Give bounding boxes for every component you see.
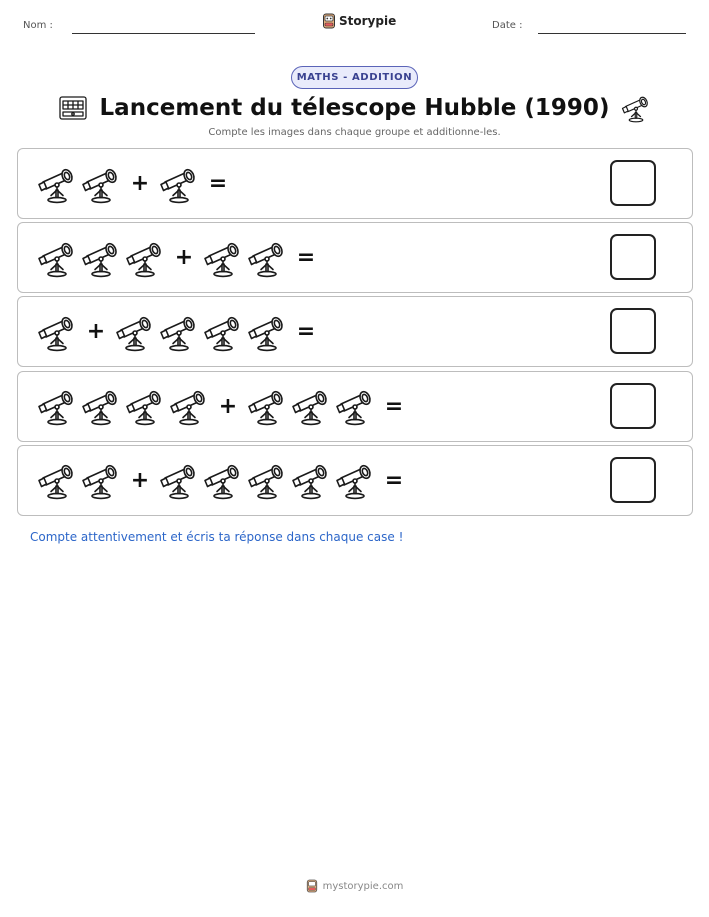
brand-name: Storypie — [339, 14, 397, 28]
telescope-icon — [81, 164, 121, 204]
telescope-icon — [169, 386, 209, 426]
problem-row — [17, 296, 693, 367]
telescope-icon — [247, 312, 287, 352]
name-field-line[interactable] — [72, 33, 255, 34]
telescope-icon — [247, 238, 287, 278]
telescope-icon — [291, 460, 331, 500]
answer-box[interactable] — [610, 234, 656, 280]
addition-expression — [37, 149, 237, 218]
addition-expression — [37, 446, 413, 515]
hubble-satellite-icon — [58, 93, 88, 123]
telescope-icon — [115, 312, 155, 352]
telescope-icon — [203, 238, 243, 278]
equals-sign: = — [384, 467, 404, 493]
equals-sign: = — [296, 319, 316, 345]
telescope-icon — [203, 460, 243, 500]
plus-sign: + — [130, 171, 150, 196]
title-row — [0, 92, 709, 124]
equals-sign: = — [296, 245, 316, 271]
telescope-icon — [159, 460, 199, 500]
equals-sign: = — [208, 171, 228, 196]
telescope-icon — [247, 386, 287, 426]
telescope-icon — [291, 386, 331, 426]
answer-box[interactable] — [610, 457, 656, 503]
telescope-icon — [37, 238, 77, 278]
page-title: Lancement du télescope Hubble (1990) — [99, 95, 610, 121]
addition-expression — [37, 297, 325, 366]
telescope-icon — [81, 386, 121, 426]
telescope-icon — [37, 312, 77, 352]
telescope-icon — [37, 460, 77, 500]
subtitle: Compte les images dans chaque groupe et additionne-les. — [208, 127, 501, 138]
footer-url[interactable]: mystorypie.com — [322, 880, 404, 892]
telescope-icon — [37, 164, 77, 204]
instruction-text: Compte attentivement et écris ta réponse dans chaque case ! — [30, 530, 404, 544]
problem-row — [17, 222, 693, 293]
problem-row — [17, 148, 693, 219]
telescope-icon — [159, 312, 199, 352]
worksheet-header — [0, 0, 709, 44]
telescope-icon — [81, 238, 121, 278]
plus-sign: + — [130, 467, 150, 493]
subject-badge: MATHS - ADDITION — [291, 66, 418, 89]
storypie-logo-icon — [306, 879, 318, 893]
telescope-icon — [81, 460, 121, 500]
answer-box[interactable] — [610, 308, 656, 354]
problem-row — [17, 445, 693, 516]
problem-row — [17, 371, 693, 442]
date-field-line[interactable] — [538, 33, 686, 34]
telescope-icon — [159, 164, 199, 204]
telescope-icon — [125, 238, 165, 278]
equals-sign: = — [384, 393, 404, 419]
answer-box[interactable] — [610, 383, 656, 429]
plus-sign: + — [218, 393, 238, 419]
footer — [0, 879, 709, 893]
telescope-icon — [203, 312, 243, 352]
telescope-icon — [125, 386, 165, 426]
addition-expression — [37, 372, 413, 441]
storypie-logo-icon — [322, 13, 336, 29]
telescope-icon — [37, 386, 77, 426]
plus-sign: + — [174, 245, 194, 271]
brand — [322, 13, 396, 29]
addition-expression — [37, 223, 325, 292]
name-label: Nom : — [23, 20, 53, 31]
telescope-icon — [247, 460, 287, 500]
answer-box[interactable] — [610, 160, 656, 206]
telescope-icon — [335, 386, 375, 426]
date-label: Date : — [492, 20, 523, 31]
telescope-icon — [621, 93, 651, 123]
plus-sign: + — [86, 319, 106, 345]
telescope-icon — [335, 460, 375, 500]
